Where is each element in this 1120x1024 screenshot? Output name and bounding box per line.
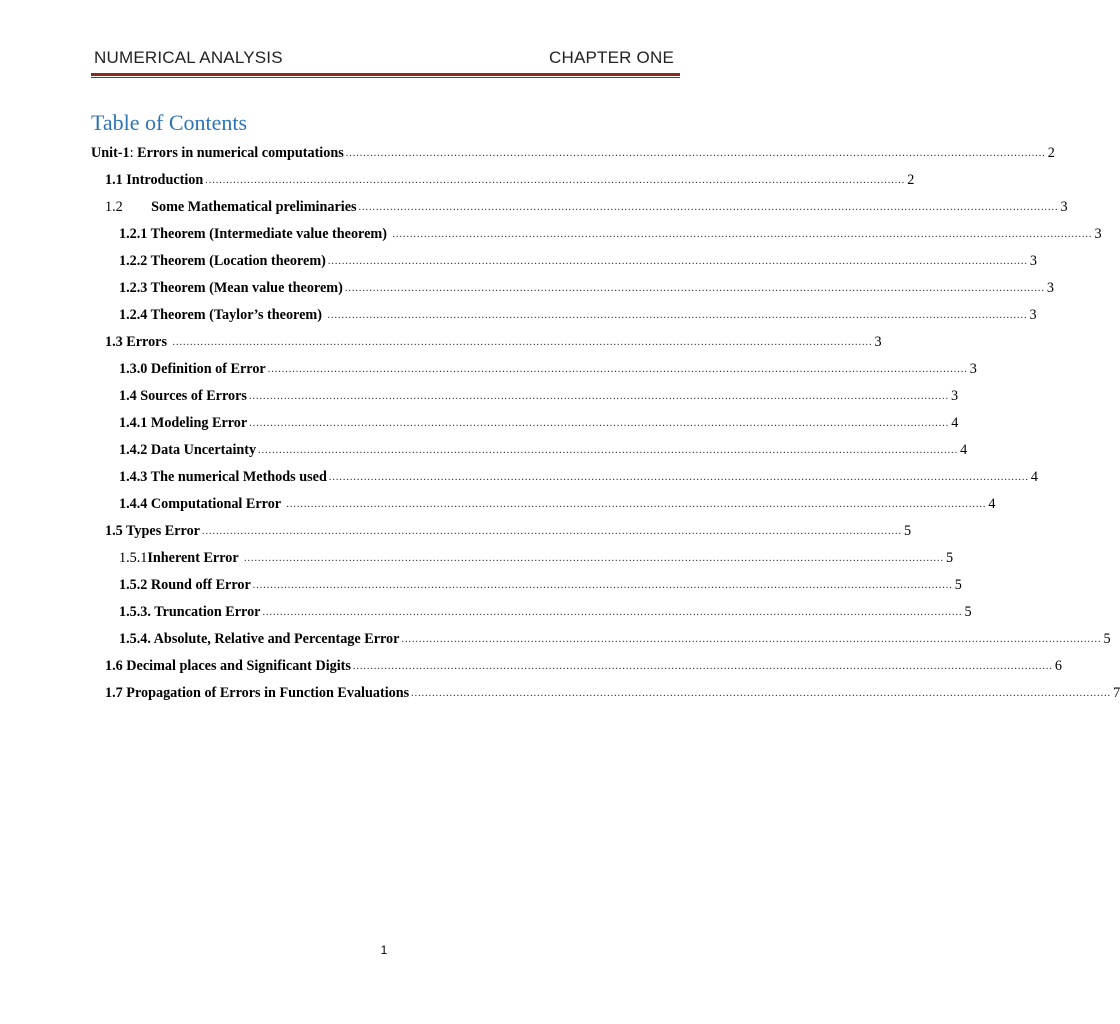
toc-entry-title: Errors in numerical computations bbox=[137, 145, 344, 161]
toc-dot-leader: ........................................................................................................................................................................................................ bbox=[327, 310, 1028, 321]
toc-entry-title: 1.6 Decimal places and Significant Digits bbox=[105, 658, 351, 674]
toc-entry-label bbox=[119, 387, 247, 405]
toc-dot-leader: ........................................................................................................................................................................................................ bbox=[401, 634, 1102, 645]
toc-entry-number: 1.2 bbox=[105, 199, 123, 215]
toc-entry-title: 1.5.2 Round off Error bbox=[119, 577, 251, 593]
toc-entry[interactable] bbox=[91, 520, 912, 540]
toc-entry[interactable] bbox=[91, 628, 1111, 648]
toc-dot-leader: ........................................................................................................................................................................................................ bbox=[172, 337, 873, 348]
toc-page-number: 3 bbox=[1029, 253, 1037, 269]
toc-dot-leader: ........................................................................................................................................................................................................ bbox=[344, 283, 1045, 294]
toc-entry-number: 1.5.1 bbox=[119, 550, 148, 566]
toc-dot-leader: ........................................................................................................................................................................................................ bbox=[328, 472, 1029, 483]
toc-entry-title: 1.3 Errors bbox=[105, 334, 171, 350]
toc-entry-label bbox=[119, 279, 343, 297]
toc-entry-label bbox=[119, 630, 399, 648]
toc-entry[interactable] bbox=[91, 385, 959, 405]
toc-entry-separator bbox=[123, 199, 151, 215]
toc-page-number: 4 bbox=[988, 496, 996, 512]
toc-page-number: 3 bbox=[969, 361, 977, 377]
toc-page-number: 5 bbox=[1103, 631, 1111, 647]
toc-dot-leader: ........................................................................................................................................................................................................ bbox=[327, 256, 1028, 267]
toc-entry-label bbox=[119, 549, 242, 567]
toc-entry-separator: : bbox=[129, 145, 138, 161]
toc-page-number: 5 bbox=[903, 523, 912, 539]
toc-entry-label bbox=[119, 495, 284, 513]
toc-page-number: 6 bbox=[1054, 658, 1063, 674]
header-rule-thick bbox=[91, 73, 680, 76]
toc-entry-label bbox=[119, 360, 266, 378]
toc-dot-leader: ........................................................................................................................................................................................................ bbox=[262, 607, 963, 618]
toc-page-number: 5 bbox=[954, 577, 962, 593]
toc-entry-title: Some Mathematical preliminaries bbox=[151, 199, 357, 215]
toc-entry-label bbox=[119, 225, 390, 243]
toc-entry-title: 1.2.3 Theorem (Mean value theorem) bbox=[119, 280, 343, 296]
toc-entry[interactable] bbox=[91, 493, 996, 513]
toc-dot-leader: ........................................................................................................................................................................................................ bbox=[267, 364, 968, 375]
toc-dot-leader: ........................................................................................................................................................................................................ bbox=[258, 445, 959, 456]
toc-entry-label bbox=[119, 252, 326, 270]
toc-entry[interactable] bbox=[91, 277, 1054, 297]
toc-page-number: 3 bbox=[1060, 199, 1068, 215]
toc-heading: Table of Contents bbox=[91, 110, 248, 135]
toc-entry-title: 1.4.2 Data Uncertainty bbox=[119, 442, 257, 458]
toc-dot-leader: ........................................................................................................................................................................................................ bbox=[358, 202, 1059, 213]
toc-page-number: 3 bbox=[950, 388, 959, 404]
toc-entry-title: 1.3.0 Definition of Error bbox=[119, 361, 266, 377]
toc-page-number: 3 bbox=[1029, 307, 1037, 323]
toc-entry-title: 1.4.1 Modeling Error bbox=[119, 415, 248, 431]
toc-page-number: 3 bbox=[1094, 226, 1102, 242]
toc-entry-title: 1.2.2 Theorem (Location theorem) bbox=[119, 253, 326, 269]
toc-entry-label bbox=[91, 144, 344, 162]
toc-dot-leader: ........................................................................................................................................................................................................ bbox=[411, 688, 1112, 699]
toc-entry-label bbox=[119, 468, 327, 486]
toc-entry-label bbox=[105, 333, 171, 351]
toc-page-number: 3 bbox=[874, 334, 882, 350]
toc-dot-leader: ........................................................................................................................................................................................................ bbox=[345, 148, 1046, 159]
toc-dot-leader: ........................................................................................................................................................................................................ bbox=[286, 499, 987, 510]
toc-entry-label bbox=[119, 414, 247, 432]
toc-page-number: 4 bbox=[960, 442, 968, 458]
page-header bbox=[91, 48, 679, 70]
toc-entry[interactable] bbox=[91, 304, 1037, 324]
toc-entry-title: 1.2.4 Theorem (Taylor’s theorem) bbox=[119, 307, 326, 323]
toc-page-number: 2 bbox=[1047, 145, 1055, 161]
toc-entry-number: Unit-1 bbox=[91, 145, 130, 161]
toc-entry-label bbox=[105, 171, 203, 189]
toc-dot-leader: ........................................................................................................................................................................................................ bbox=[248, 391, 949, 402]
header-left-title: NUMERICAL ANALYSIS bbox=[94, 48, 283, 67]
toc-dot-leader: ........................................................................................................................................................................................................ bbox=[201, 526, 902, 537]
toc-entry[interactable] bbox=[91, 601, 972, 621]
toc-entry-title: 1.2.1 Theorem (Intermediate value theorem) bbox=[119, 226, 391, 242]
toc-entry-label bbox=[119, 603, 260, 621]
toc-entry-label bbox=[105, 198, 357, 216]
toc-entry[interactable] bbox=[91, 547, 954, 567]
toc-entry-title: 1.1 Introduction bbox=[105, 172, 204, 188]
toc-page-number: 2 bbox=[907, 172, 915, 188]
toc-dot-leader: ........................................................................................................................................................................................................ bbox=[205, 175, 906, 186]
toc-entry[interactable] bbox=[91, 169, 915, 189]
toc-entry[interactable] bbox=[91, 466, 1038, 486]
toc-dot-leader: ........................................................................................................................................................................................................ bbox=[252, 580, 953, 591]
toc-page-number: 3 bbox=[1046, 280, 1054, 296]
toc-entry[interactable] bbox=[91, 574, 962, 594]
toc-entry-title: 1.7 Propagation of Errors in Function Evaluations bbox=[105, 685, 410, 701]
toc-entry-label bbox=[105, 522, 200, 540]
toc-entry[interactable] bbox=[91, 331, 882, 351]
toc-page-number: 4 bbox=[1030, 469, 1038, 485]
toc-entry-label bbox=[119, 441, 256, 459]
toc-page-number: 5 bbox=[964, 604, 972, 620]
toc-dot-leader: ........................................................................................................................................................................................................ bbox=[392, 229, 1093, 240]
toc-entry-title: 1.4 Sources of Errors bbox=[119, 388, 247, 404]
toc-page-number: 4 bbox=[951, 415, 959, 431]
toc-entry-label bbox=[105, 684, 409, 702]
toc-entry[interactable] bbox=[91, 358, 977, 378]
header-rule-thin bbox=[91, 77, 680, 78]
toc-entry[interactable] bbox=[91, 196, 1068, 216]
toc-entry-title: 1.4.3 The numerical Methods used bbox=[119, 469, 327, 485]
toc-entry[interactable] bbox=[91, 223, 1102, 243]
toc-entry-label bbox=[119, 576, 251, 594]
toc-entry[interactable] bbox=[91, 439, 968, 459]
header-right-title: CHAPTER ONE bbox=[549, 48, 674, 67]
toc-entry-title: 1.4.4 Computational Error bbox=[119, 496, 285, 512]
toc-entry[interactable] bbox=[91, 250, 1037, 270]
toc-entry[interactable] bbox=[91, 142, 1055, 162]
toc-entry[interactable] bbox=[91, 682, 1120, 702]
toc-entry-label bbox=[105, 657, 351, 675]
toc-entry-title: 1.5.4. Absolute, Relative and Percentage Error bbox=[119, 631, 400, 647]
toc-dot-leader: ........................................................................................................................................................................................................ bbox=[352, 661, 1053, 672]
toc-entry[interactable] bbox=[91, 655, 1063, 675]
toc-entry-title: 1.5.3. Truncation Error bbox=[119, 604, 261, 620]
toc-page-number: 7 bbox=[1113, 685, 1120, 701]
toc-page-number: 5 bbox=[945, 550, 954, 566]
toc-entry-title: Inherent Error bbox=[147, 550, 242, 566]
toc-entry-title: 1.5 Types Error bbox=[105, 523, 200, 539]
toc-dot-leader: ........................................................................................................................................................................................................ bbox=[249, 418, 950, 429]
page-number: 1 bbox=[380, 943, 388, 957]
toc-dot-leader: ........................................................................................................................................................................................................ bbox=[243, 553, 944, 564]
toc-entry[interactable] bbox=[91, 412, 959, 432]
toc-entry-label bbox=[119, 306, 325, 324]
